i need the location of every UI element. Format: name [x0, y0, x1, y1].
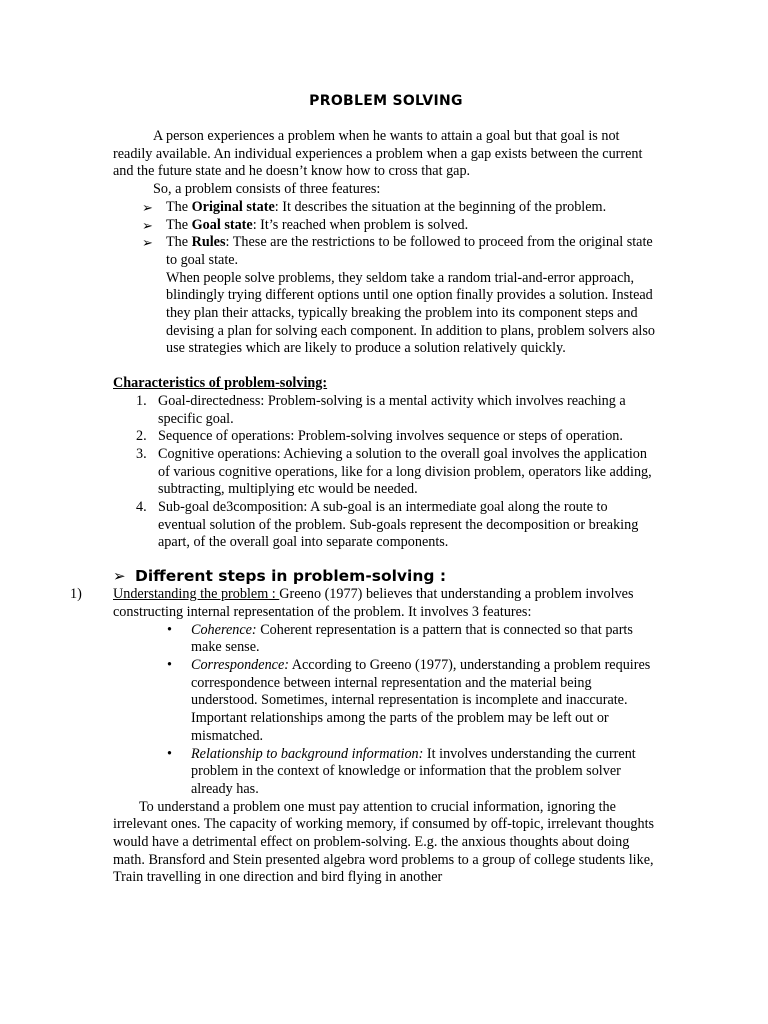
list-item: • Correspondence: According to Greeno (1977), understanding a problem requires correspondence between internal representation and the material being understood. Sometimes, internal representation is incomplete and inaccurate. Important relationships among the parts of the problem may be left out or mismatched. [167, 656, 651, 744]
list-item: 2. Sequence of operations: Problem-solving involves sequence or steps of operation. [136, 428, 623, 445]
feature-term: Goal state [191, 216, 253, 233]
arrow-bullet-icon: ➢ [142, 199, 153, 215]
features-continuation: When people solve problems, they seldom take a random trial-and-error approach, blindingly trying different options until one option finally provides a solution. Instead they plan their attacks, typically breaking the problem into its component steps and devising a plan for solving each component. In addition to plans, problem solvers also use strategies which are likely to produce a solution relatively quickly. [166, 269, 655, 357]
list-item: 4. Sub-goal de3composition: A sub-goal is an intermediate goal along the route to eventual solution of the problem. Sub-goals represent the decomposition or breaking apart, of the overall goal into separate components. [136, 499, 639, 551]
list-item: ➢ The Goal state: It’s reached when problem is solved. [142, 216, 469, 233]
list-item: 3. Cognitive operations: Achieving a solution to the overall goal involves the application of various cognitive operations, like for a long division problem, operators like adding, subtracting, multiplying etc would be needed. [136, 445, 652, 498]
list-item: 1. Goal-directedness: Problem-solving is a mental activity which involves reaching a specific goal. [136, 392, 626, 427]
bullet-icon: • [167, 745, 172, 762]
list-item: ➢ The Rules: These are the restrictions to be followed to proceed from the original state to goal state. [142, 234, 653, 268]
bullet-icon: • [167, 656, 172, 673]
features-list [113, 199, 659, 270]
characteristics-list [113, 393, 659, 552]
closing-paragraph: To understand a problem one must pay attention to crucial information, ignoring the irrelevant ones. The capacity of working memory, if consumed by off-topic, irrelevant thoughts would have a detrimental effect on problem-solving. E.g. the anxious thoughts about doing math. Bransford and Stein presented algebra word problems to a group of college students like, Train travelling in one direction and bird flying in another [113, 798, 655, 886]
arrow-bullet-icon: ➢ [142, 235, 153, 251]
step-1-label: Understanding the problem : [113, 586, 280, 603]
steps-heading: ➢ Different steps in problem-solving : [113, 567, 447, 586]
feature-term: Original state [191, 198, 275, 215]
list-item: • Relationship to background information: It involves understanding the current problem in the context of knowledge or information that the problem solver already has. [167, 745, 636, 797]
arrow-bullet-icon: ➢ [113, 567, 126, 586]
step-1: 1) Understanding the problem : Greeno (1977) believes that understanding a problem involves constructing internal representation of the problem. It involves 3 features: [70, 586, 634, 620]
list-item: ➢ The Original state: It describes the situation at the beginning of the problem. [142, 198, 607, 215]
document-page [70, 92, 659, 887]
feature-term: Rules [191, 234, 226, 251]
intro-paragraph: A person experiences a problem when he wants to attain a goal but that goal is not readily available. An individual experiences a problem when a gap exists between the current and the future state and he doesn’t know how to cross that gap. [113, 128, 643, 180]
features-lead-in: So, a problem consists of three features: [153, 181, 381, 198]
list-item: • Coherence: Coherent representation is a pattern that is connected so that parts make sense. [167, 621, 633, 656]
characteristics-heading: Characteristics of problem-solving: [113, 375, 328, 392]
step-1-features [113, 622, 659, 799]
bullet-icon: • [167, 621, 172, 638]
page-title: PROBLEM SOLVING [309, 93, 463, 109]
arrow-bullet-icon: ➢ [142, 217, 153, 233]
